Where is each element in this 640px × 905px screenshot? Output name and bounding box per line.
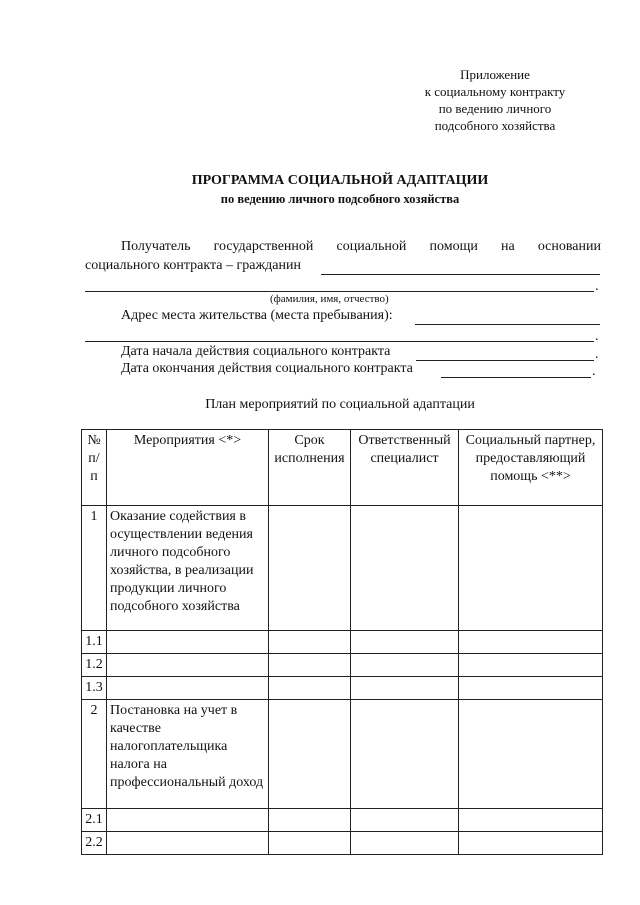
address-label: Адрес места жительства (места пребывания): [121, 308, 393, 323]
header-num: № п/п [82, 430, 107, 506]
row-deadline[interactable] [269, 809, 351, 832]
name-caption: (фамилия, имя, отчество) [270, 293, 389, 305]
recipient-text-line1: Получатель государственной социальной помощи на основании [121, 239, 601, 254]
address-field[interactable] [415, 324, 600, 325]
row-activity[interactable] [107, 677, 269, 700]
row-activity[interactable]: Оказание содействия в осуществлении ведения личного подсобного хозяйства, в реализации продукции личного подсобного хозяйства [107, 506, 269, 631]
row-responsible[interactable] [351, 809, 459, 832]
address-field-cont[interactable] [85, 341, 594, 342]
row-responsible[interactable] [351, 654, 459, 677]
row-num: 1 [82, 506, 107, 631]
row-activity[interactable] [107, 809, 269, 832]
row-deadline[interactable] [269, 654, 351, 677]
appendix-line: к социальному контракту [424, 84, 566, 99]
recipient-name-field[interactable] [321, 274, 600, 275]
table-row [82, 654, 603, 677]
row-num: 1.3 [82, 677, 107, 700]
table-row [82, 700, 603, 809]
appendix-line: по ведению личного [438, 101, 552, 116]
plan-title: План мероприятий по социальной адаптации [205, 397, 475, 412]
document-title [60, 172, 620, 208]
row-partner[interactable] [459, 631, 603, 654]
table-row [82, 506, 603, 631]
period: . [592, 364, 596, 379]
start-date-label: Дата начала действия социального контракта [121, 344, 391, 359]
appendix-line: подсобного хозяйства [434, 118, 556, 133]
row-activity[interactable] [107, 654, 269, 677]
period: . [595, 279, 599, 294]
row-activity[interactable] [107, 631, 269, 654]
appendix-note [380, 66, 610, 134]
row-deadline[interactable] [269, 677, 351, 700]
end-date-label: Дата окончания действия социального контракта [121, 361, 413, 376]
header-deadline: Срок исполнения [269, 430, 351, 506]
header-activity: Мероприятия <*> [107, 430, 269, 506]
period: . [595, 329, 599, 344]
row-partner[interactable] [459, 809, 603, 832]
row-num: 2.1 [82, 809, 107, 832]
recipient-text-line2: социального контракта – гражданин [85, 258, 301, 273]
row-num: 2 [82, 700, 107, 809]
row-deadline[interactable] [269, 631, 351, 654]
row-num: 1.1 [82, 631, 107, 654]
title-sub: по ведению личного подсобного хозяйства [220, 192, 460, 206]
row-deadline[interactable] [269, 506, 351, 631]
row-activity[interactable]: Постановка на учет в качестве налогоплательщика налога на профессиональный доход [107, 700, 269, 809]
row-responsible[interactable] [351, 700, 459, 809]
header-partner: Социальный партнер, предоставляющий помощь <**> [459, 430, 603, 506]
table-row [82, 832, 603, 855]
start-date-field[interactable] [416, 360, 594, 361]
title-main: ПРОГРАММА СОЦИАЛЬНОЙ АДАПТАЦИИ [191, 173, 489, 188]
row-partner[interactable] [459, 506, 603, 631]
table-row [82, 677, 603, 700]
row-deadline[interactable] [269, 832, 351, 855]
row-responsible[interactable] [351, 677, 459, 700]
row-partner[interactable] [459, 700, 603, 809]
row-responsible[interactable] [351, 506, 459, 631]
period: . [595, 347, 599, 362]
header-responsible: Ответственный специалист [351, 430, 459, 506]
row-partner[interactable] [459, 677, 603, 700]
row-deadline[interactable] [269, 700, 351, 809]
end-date-field[interactable] [441, 377, 591, 378]
row-partner[interactable] [459, 654, 603, 677]
table-row [82, 631, 603, 654]
table-row [82, 809, 603, 832]
table-header-row [82, 430, 603, 506]
row-responsible[interactable] [351, 631, 459, 654]
row-num: 1.2 [82, 654, 107, 677]
plan-table [81, 429, 603, 855]
row-num: 2.2 [82, 832, 107, 855]
row-partner[interactable] [459, 832, 603, 855]
row-responsible[interactable] [351, 832, 459, 855]
recipient-name-field-cont[interactable] [85, 291, 594, 292]
row-activity[interactable] [107, 832, 269, 855]
appendix-line: Приложение [460, 67, 530, 82]
